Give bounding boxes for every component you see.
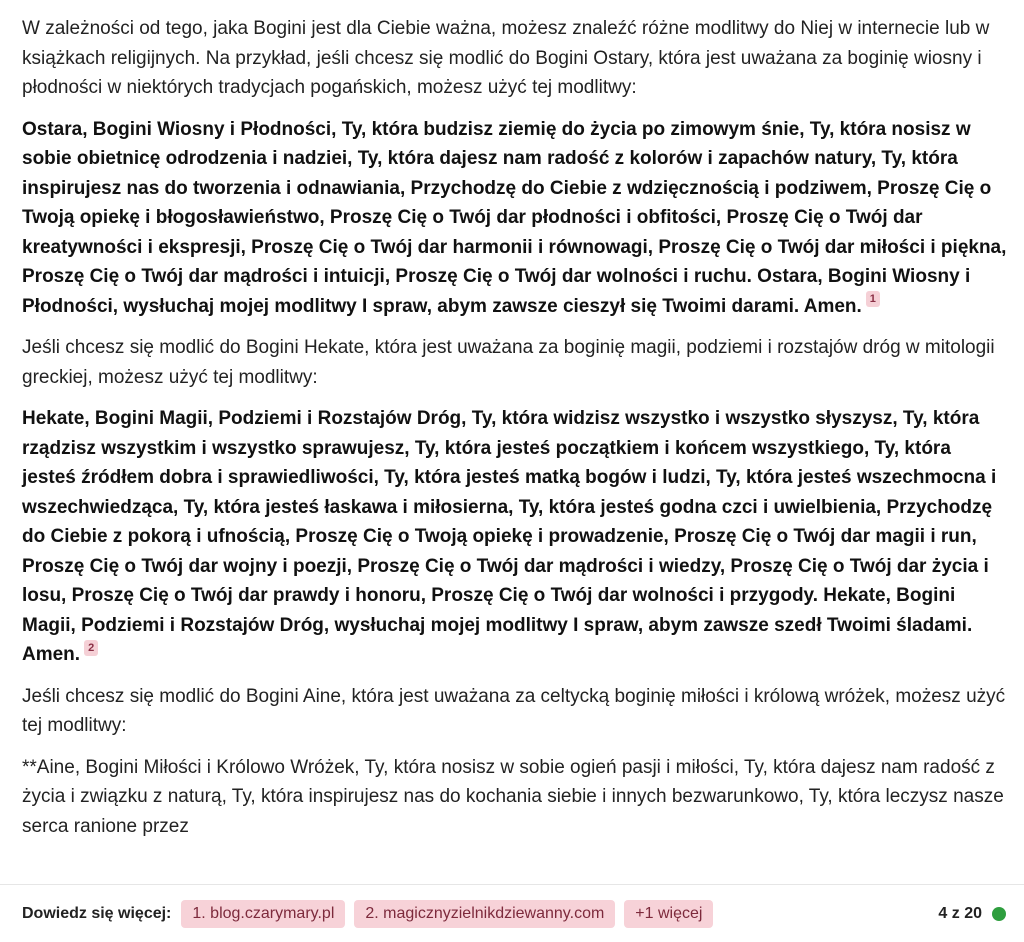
turn-counter xyxy=(938,905,1006,923)
paragraph-hekate-intro: Jeśli chcesz się modlić do Bogini Hekate, która jest uważana za boginię magii, podziemi i rozstajów dróg w mitologii greckiej, możesz użyć tej modlitwy: xyxy=(22,337,995,388)
prayer-hekate: Hekate, Bogini Magii, Podziemi i Rozstajów Dróg, Ty, która widzisz wszystko i wszystko słyszysz, Ty, która rządzisz wszystkim i wszystko sprawujesz, Ty, która jesteś początkiem i końcem wszystkiego, Ty, która jesteś źródłem dobra i sprawiedliwości, Ty, która jesteś matką bogów i ludzi, Ty, która jesteś wszechmocna i wszechwiedząca, Ty, która jesteś łaskawa i miłosierna, Ty, która jesteś godna czci i uwielbienia, Przychodzę do Ciebie z pokorą i ufnością, Proszę Cię o Twoją opiekę i prowadzenie, Proszę Cię o Twój dar magii i run, Proszę Cię o Twój dar wojny i poezji, Proszę Cię o Twój dar mądrości i wiedzy, Proszę Cię o Twój dar życia i losu, Proszę Cię o Twój dar prawdy i honoru, Proszę Cię o Twój dar wolności i przygody. Hekate, Bogini Magii, Podziemi i Rozstajów Dróg, wysłuchaj mojej modlitwy I spraw, abym zawsze szedł Twoimi śladami. Amen. 2 xyxy=(22,408,997,665)
source-link-1[interactable]: 1. blog.czarymary.pl xyxy=(181,900,345,928)
paragraph-aine-intro: Jeśli chcesz się modlić do Bogini Aine, która jest uważana za celtycką boginię miłości i królową wróżek, możesz użyć tej modlitwy: xyxy=(22,685,1006,736)
status-dot-icon xyxy=(992,907,1006,921)
response-content xyxy=(22,14,1007,853)
paragraph-intro: W zależności od tego, jaka Bogini jest dla Ciebie ważna, możesz znaleźć różne modlitwy do Niej w internecie lub w książkach religijnych. Na przykład, jeśli chcesz się modlić do Bogini Ostary, która jest uważana za boginię wiosny i płodności w niektórych tradycjach pogańskich, możesz użyć tej modlitwy: xyxy=(22,18,990,98)
prayer-ostara: Ostara, Bogini Wiosny i Płodności, Ty, która budzisz ziemię do życia po zimowym śnie, Ty, która nosisz w sobie obietnicę odrodzenia i nadziei, Ty, która dajesz nam radość z kolorów i zapachów natury, Ty, która inspirujesz nas do tworzenia i odnawiania, Przychodzę do Ciebie z wdzięcznością i podziwem, Proszę Cię o Twoją opiekę i błogosławieństwo, Proszę Cię o Twój dar płodności i obfitości, Proszę Cię o Twój dar kreatywności i ekspresji, Proszę Cię o Twój dar harmonii i równowagi, Proszę Cię o Twój dar miłości i piękna, Proszę Cię o Twój dar mądrości i intuicji, Proszę Cię o Twój dar wolności i ruchu. Ostara, Bogini Wiosny i Płodności, wysłuchaj mojej modlitwy I spraw, abym zawsze cieszył się Twoimi darami. Amen. 1 xyxy=(22,118,1007,317)
citation-badge-2[interactable]: 2 xyxy=(84,640,98,656)
learn-more-bar xyxy=(0,884,1024,942)
citation-badge-1[interactable]: 1 xyxy=(866,291,880,307)
learn-more-label: Dowiedz się więcej: xyxy=(22,904,172,922)
more-sources-button[interactable]: +1 więcej xyxy=(624,900,713,928)
turn-counter-text: 4 z 20 xyxy=(938,904,982,922)
source-link-2[interactable]: 2. magicznyzielnikdziewanny.com xyxy=(354,900,615,928)
prayer-aine-partial: **Aine, Bogini Miłości i Królowo Wróżek, Ty, która nosisz w sobie ogień pasji i miłości, Ty, która dajesz nam radość z życia i związku z naturą, Ty, która inspirujesz nas do kochania siebie i innych bezwarunkowo, Ty, która leczysz nasze serca ranione przez xyxy=(22,756,1004,837)
